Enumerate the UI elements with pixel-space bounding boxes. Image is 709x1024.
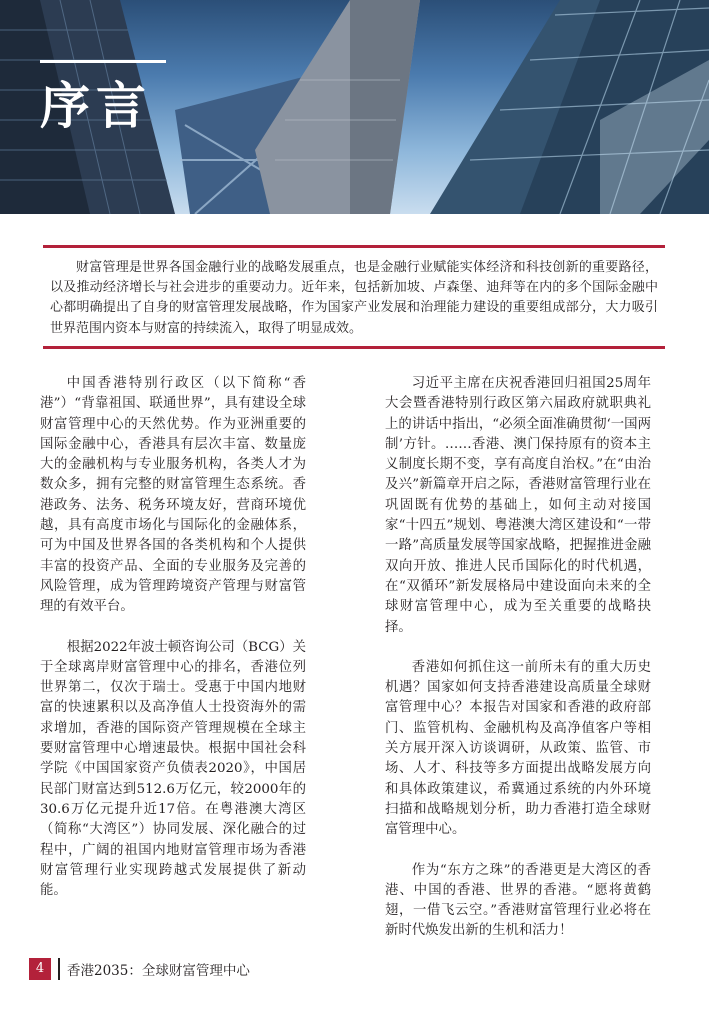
footer-divider [58, 958, 60, 980]
intro-paragraph: 财富管理是世界各国金融行业的战略发展重点，也是金融行业赋能实体经济和科技创新的重要路径，以及推动经济增长与社会进步的重要动力。近年来，包括新加坡、卢森堡、迪拜等在内的多个国际金融中心都明确提出了自身的财富管理发展战略，作为国家产业发展和治理能力建设的重要组成部分，大力吸引世界范围内资本与财富的持续流入，取得了明显成效。 [50, 260, 658, 336]
body-paragraph: 根据2022年波士顿咨询公司（BCG）关于全球离岸财富管理中心的排名，香港位列世界第二，仅次于瑞士。受惠于中国内地财富的快速累积以及高净值人士投资海外的需求增加，香港的国际资产管理规模在全球主要财富管理中心增速最快。根据中国社会科学院《中国国家资产负债表2020》，中国居民部门财富达到512.6万亿元，较2000年的30.6万亿元提升近17倍。在粤港澳大湾区（简称“大湾区”）协同发展、深化融合的过程中，广阔的祖国内地财富管理市场为香港财富管理行业实现跨越式发展提供了新动能。 [40, 639, 306, 899]
left-column [40, 374, 306, 921]
page-title: 序言 [40, 77, 152, 135]
body-paragraph: 习近平主席在庆祝香港回归祖国25周年大会暨香港特别行政区第六届政府就职典礼上的讲话中指出，“必须全面准确贯彻‘一国两制’方针。……香港、澳门保持原有的资本主义制度长期不变，享有高度自治权。”在“由治及兴”新篇章开启之际，香港财富管理行业在巩固既有优势的基础上，如何主动对接国家“十四五”规划、粤港澳大湾区建设和“一带一路”高质量发展等国家战略，把握推进金融双向开放、推进人民币国际化的时代机遇，在“双循环”新发展格局中建设面向未来的全球财富管理中心，成为至关重要的战略抉择。 [385, 376, 651, 635]
page-number: 4 [29, 958, 51, 980]
title-rule [40, 60, 166, 63]
page-footer [29, 958, 250, 980]
body-paragraph: 中国香港特别行政区（以下简称“香港”）“背靠祖国、联通世界”，具有建设全球财富管理中心的天然优势。作为亚洲重要的国际金融中心，香港具有层次丰富、数量庞大的金融机构与专业服务机构，各类人才为数众多，拥有完整的财富管理生态系统。香港政务、法务、税务环境友好，营商环境优越，具有高度市场化与国际化的金融体系，可为中国及世界各国的各类机构和个人提供丰富的投资产品、全面的专业服务及完善的风险管理，成为管理跨境资产管理与财富管理的有效平台。 [40, 376, 306, 615]
report-title: 香港2035：全球财富管理中心 [67, 963, 250, 979]
hero-skyscraper-photo [0, 0, 709, 214]
right-column [385, 374, 651, 962]
body-paragraph: 作为“东方之珠”的香港更是大湾区的香港、中国的香港、世界的香港。“愿将黄鹤翅，一借飞云空。”香港财富管理行业必将在新时代焕发出新的生机和活力！ [385, 862, 651, 939]
intro-top-rule [43, 245, 665, 248]
intro-bottom-rule [43, 346, 665, 349]
body-paragraph: 香港如何抓住这一前所未有的重大历史机遇？国家如何支持香港建设高质量全球财富管理中心？本报告对国家和香港的政府部门、监管机构、金融机构及高净值客户等相关方展开深入访谈调研，从政策、监管、市场、人才、科技等多方面提出战略发展方向和具体政策建议，希冀通过系统的内外环境扫描和战略规划分析，助力香港打造全球财富管理中心。 [385, 659, 651, 838]
